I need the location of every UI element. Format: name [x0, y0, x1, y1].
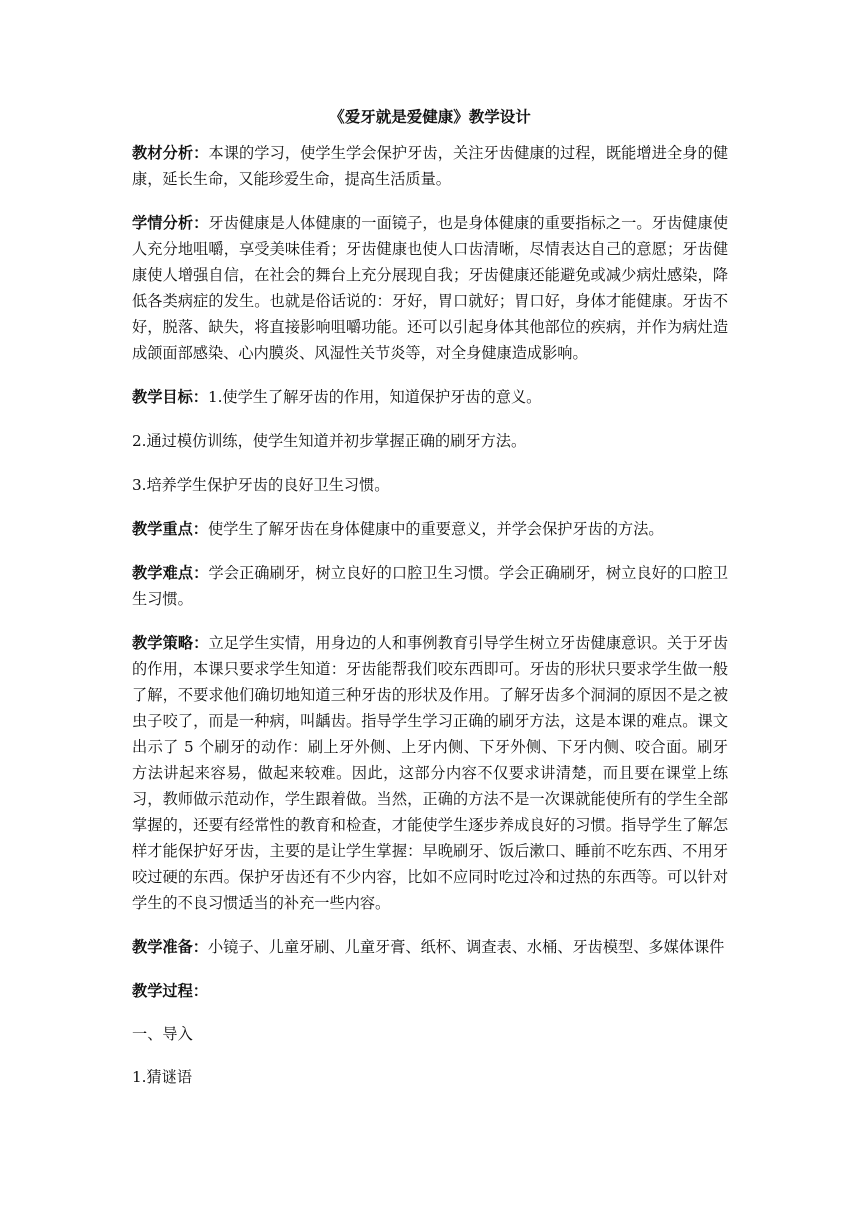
teaching-focus-text: 使学生了解牙齿在身体健康中的重要意义，并学会保护牙齿的方法。: [207, 520, 664, 538]
teaching-strategy-label: 教学策略：: [132, 634, 209, 652]
document-body: [132, 104, 728, 1107]
process-step-riddle: 1.猜谜语: [132, 1068, 193, 1086]
teaching-strategy-text: 立足学生实情，用身边的人和事例教育引导学生树立牙齿健康意识。关于牙齿的作用，本课只要求学生知道：牙齿能帮我们咬东西即可。牙齿的形状只要求学生做一般了解，不要求他们确切地知道三种牙齿的形状及作用。了解牙齿多个洞洞的原因不是之被虫子咬了，而是一种病，叫龋齿。指导学生学习正确的刷牙方法，这是本课的难点。课文出示了 5 个刷牙的动作：刷上牙外侧、上牙内侧、下牙外侧、下牙内侧、咬合面。刷牙方法讲起来容易，做起来较难。因此，这部分内容不仅要求讲清楚，而且要在课堂上练习，教师做示范动作，学生跟着做。当然，正确的方法不是一次课就能使所有的学生全部掌握的，还要有经常性的教育和检查，才能使学生逐步养成良好的习惯。指导学生了解怎样才能保护好牙齿，主要的是让学生掌握：早晚刷牙、饭后漱口、睡前不吃东西、不用牙咬过硬的东西。保护牙齿还有不少内容，比如不应同时吃过冷和过热的东西等。可以针对学生的不良习惯适当的补充一些内容。: [132, 634, 729, 912]
teaching-focus-paragraph: [132, 516, 728, 542]
teaching-goals-label: 教学目标：: [132, 388, 208, 406]
teaching-goal-2: 2.通过模仿训练，使学生知道并初步掌握正确的刷牙方法。: [132, 432, 527, 450]
teaching-strategy-paragraph: [132, 630, 728, 916]
document-title: 《爱牙就是爱健康》教学设计: [329, 107, 531, 126]
teaching-goals-paragraph: [132, 384, 728, 410]
material-analysis-label: 教材分析：: [132, 144, 209, 162]
teaching-preparation-label: 教学准备：: [132, 938, 208, 956]
teaching-difficulty-label: 教学难点：: [132, 564, 209, 582]
student-analysis-paragraph: [132, 210, 728, 366]
process-step-intro: 一、导入: [132, 1025, 193, 1043]
teaching-preparation-text: 小镜子、儿童牙刷、儿童牙膏、纸杯、调查表、水桶、牙齿模型、多媒体课件: [207, 938, 725, 956]
student-analysis-label: 学情分析：: [132, 214, 209, 232]
student-analysis-text: 牙齿健康是人体健康的一面镜子，也是身体健康的重要指标之一。牙齿健康使人充分地咀嚼，享受美味佳肴；牙齿健康也使人口齿清晰，尽情表达自己的意愿；牙齿健康使人增强自信，在社会的舞台上充分展现自我；牙齿健康还能避免或减少病灶感染，降低各类病症的发生。也就是俗话说的：牙好，胃口就好；胃口好，身体才能健康。牙齿不好，脱落、缺失，将直接影响咀嚼功能。还可以引起身体其他部位的疾病，并作为病灶造成颌面部感染、心内膜炎、风湿性关节炎等，对全身健康造成影响。: [132, 214, 729, 362]
teaching-goal-1: 1.使学生了解牙齿的作用，知道保护牙齿的意义。: [207, 388, 542, 406]
teaching-difficulty-text: 学会正确刷牙，树立良好的口腔卫生习惯。学会正确刷牙，树立良好的口腔卫生习惯。: [132, 564, 729, 608]
teaching-focus-label: 教学重点：: [132, 520, 208, 538]
teaching-process-label: 教学过程：: [132, 982, 208, 1000]
teaching-process-heading: [132, 978, 728, 1004]
teaching-preparation-paragraph: [132, 934, 728, 960]
teaching-goal-3: 3.培养学生保护牙齿的良好卫生习惯。: [132, 476, 390, 494]
material-analysis-text: 本课的学习，使学生学会保护牙齿，关注牙齿健康的过程，既能增进全身的健康，延长生命，又能珍爱生命，提高生活质量。: [132, 144, 729, 188]
teaching-difficulty-paragraph: [132, 560, 728, 612]
material-analysis-paragraph: [132, 140, 728, 192]
